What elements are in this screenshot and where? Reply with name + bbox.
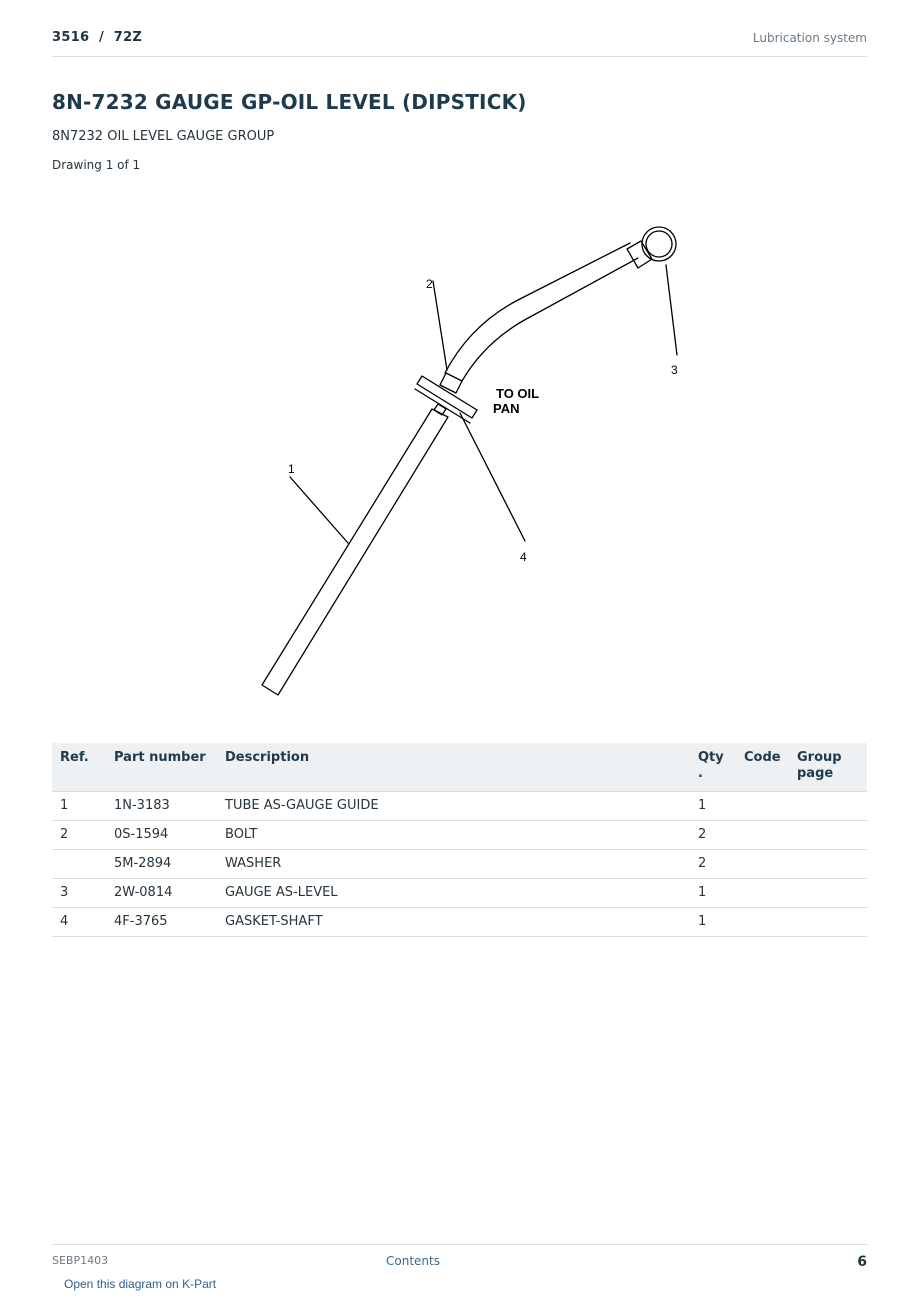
header-description: Description	[217, 743, 690, 792]
ring-inner	[646, 231, 672, 257]
callout-3: 3	[671, 363, 678, 377]
cell-group-page	[789, 879, 867, 908]
table-header-row	[52, 743, 867, 792]
cell-qty: 1	[690, 908, 736, 937]
cell-qty: 2	[690, 850, 736, 879]
header-code: Code	[736, 743, 789, 792]
cell-code	[736, 908, 789, 937]
callout-4: 4	[520, 550, 527, 564]
flange-plate	[417, 376, 477, 418]
header-part-number: Part number	[106, 743, 217, 792]
contents-link[interactable]: Contents	[386, 1254, 440, 1268]
cell-code	[736, 821, 789, 850]
cell-description: WASHER	[217, 850, 690, 879]
leader-3	[666, 265, 677, 355]
cell-description: TUBE AS-GAUGE GUIDE	[217, 792, 690, 821]
cell-part-number: 2W-0814	[106, 879, 217, 908]
cell-ref	[52, 850, 106, 879]
page-subtitle: 8N7232 OIL LEVEL GAUGE GROUP	[52, 129, 275, 144]
model-serial: 3516 / 72Z	[52, 30, 143, 45]
cell-part-number: 4F-3765	[106, 908, 217, 937]
table-row	[52, 821, 867, 850]
cell-description: GASKET-SHAFT	[217, 908, 690, 937]
cell-description: GAUGE AS-LEVEL	[217, 879, 690, 908]
header-qty-line2: .	[698, 766, 703, 781]
cell-qty: 1	[690, 792, 736, 821]
annotation-to-oil: TO OIL	[496, 386, 540, 401]
parts-diagram	[200, 185, 720, 715]
cell-ref: 2	[52, 821, 106, 850]
cell-group-page	[789, 792, 867, 821]
upper-tube-outer	[445, 243, 630, 373]
cell-qty: 1	[690, 879, 736, 908]
cell-group-page	[789, 850, 867, 879]
header-ref: Ref.	[52, 743, 106, 792]
cell-group-page	[789, 821, 867, 850]
guide-tube-shape	[262, 409, 448, 695]
parts-table	[52, 743, 867, 937]
table-row	[52, 908, 867, 937]
table-row	[52, 792, 867, 821]
cell-code	[736, 792, 789, 821]
flange-edge	[415, 389, 470, 423]
header-group-page-line2: page	[797, 766, 834, 781]
cell-ref: 4	[52, 908, 106, 937]
page-footer	[52, 1244, 867, 1275]
handle-sleeve	[627, 241, 652, 268]
cell-ref: 3	[52, 879, 106, 908]
ring-outer	[642, 227, 676, 261]
header-group-page	[789, 743, 867, 792]
cell-code	[736, 850, 789, 879]
cell-part-number: 5M-2894	[106, 850, 217, 879]
leader-2	[433, 281, 447, 370]
header-qty-line1: Qty	[698, 750, 724, 765]
cell-ref: 1	[52, 792, 106, 821]
callout-1: 1	[288, 462, 295, 476]
callout-2: 2	[426, 277, 433, 291]
page-title: 8N-7232 GAUGE GP-OIL LEVEL (DIPSTICK)	[52, 90, 527, 114]
drawing-count: Drawing 1 of 1	[52, 158, 141, 172]
cell-qty: 2	[690, 821, 736, 850]
bolt-head	[440, 373, 462, 393]
leader-4	[460, 413, 525, 541]
page-number: 6	[857, 1254, 867, 1270]
section-name: Lubrication system	[752, 31, 867, 45]
gasket-stub	[434, 404, 446, 415]
cell-part-number: 1N-3183	[106, 792, 217, 821]
cell-description: BOLT	[217, 821, 690, 850]
document-code: SEBP1403	[52, 1254, 109, 1267]
open-kpart-link[interactable]: Open this diagram on K-Part	[64, 1277, 217, 1291]
cell-code	[736, 879, 789, 908]
leader-1	[290, 477, 348, 543]
page-header	[52, 28, 867, 57]
cell-part-number: 0S-1594	[106, 821, 217, 850]
table-row	[52, 850, 867, 879]
header-group-page-line1: Group	[797, 750, 842, 765]
header-qty	[690, 743, 736, 792]
cell-group-page	[789, 908, 867, 937]
annotation-pan: PAN	[493, 401, 520, 416]
table-row	[52, 879, 867, 908]
dipstick-drawing	[200, 185, 720, 715]
